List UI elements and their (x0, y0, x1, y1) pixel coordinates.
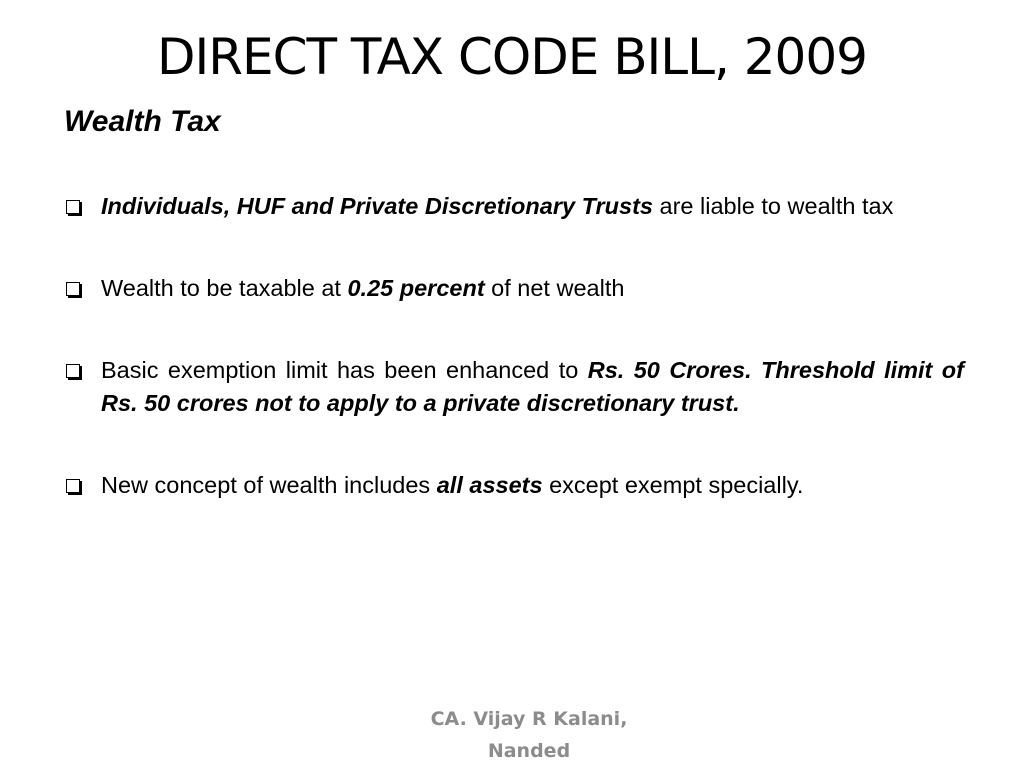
footer-author-city: Nanded (487, 740, 571, 762)
bullet-item-wealth-concept (64, 469, 964, 502)
slide-title: DIRECT TAX CODE BILL, 2009 (157, 28, 867, 86)
bullet-text: are liable to wealth tax (652, 193, 894, 219)
bullet-text: of net wealth (484, 275, 625, 301)
bullet-text-emphasis: Individuals, HUF and Private Discretionary Trusts (101, 193, 653, 219)
bullet-text: except exempt specially. (542, 472, 804, 498)
footer-author (0, 703, 1024, 767)
bullet-item-tax-rate (64, 272, 964, 305)
bullet-text-emphasis: 0.25 percent (347, 275, 485, 301)
bullet-text: Basic exemption limit has been enhanced to (101, 357, 588, 383)
checkbox-bullet-icon (66, 200, 80, 214)
bullet-item-liable-persons (64, 190, 964, 223)
bullet-text: New concept of wealth includes (101, 472, 437, 498)
section-heading: Wealth Tax (64, 105, 221, 138)
bullet-list (64, 190, 964, 551)
checkbox-bullet-icon (66, 479, 80, 493)
bullet-item-exemption-limit (64, 354, 964, 420)
bullet-text: Wealth to be taxable at (101, 275, 348, 301)
checkbox-bullet-icon (66, 364, 80, 378)
footer-author-name: CA. Vijay R Kalani, (430, 708, 628, 730)
bullet-text-emphasis: all assets (436, 472, 543, 498)
bullet-text-emphasis: Rs. 50 Crores. Threshold limit of Rs. 50 crores not to apply to a private discretionary trust. (101, 357, 964, 416)
checkbox-bullet-icon (66, 282, 80, 296)
